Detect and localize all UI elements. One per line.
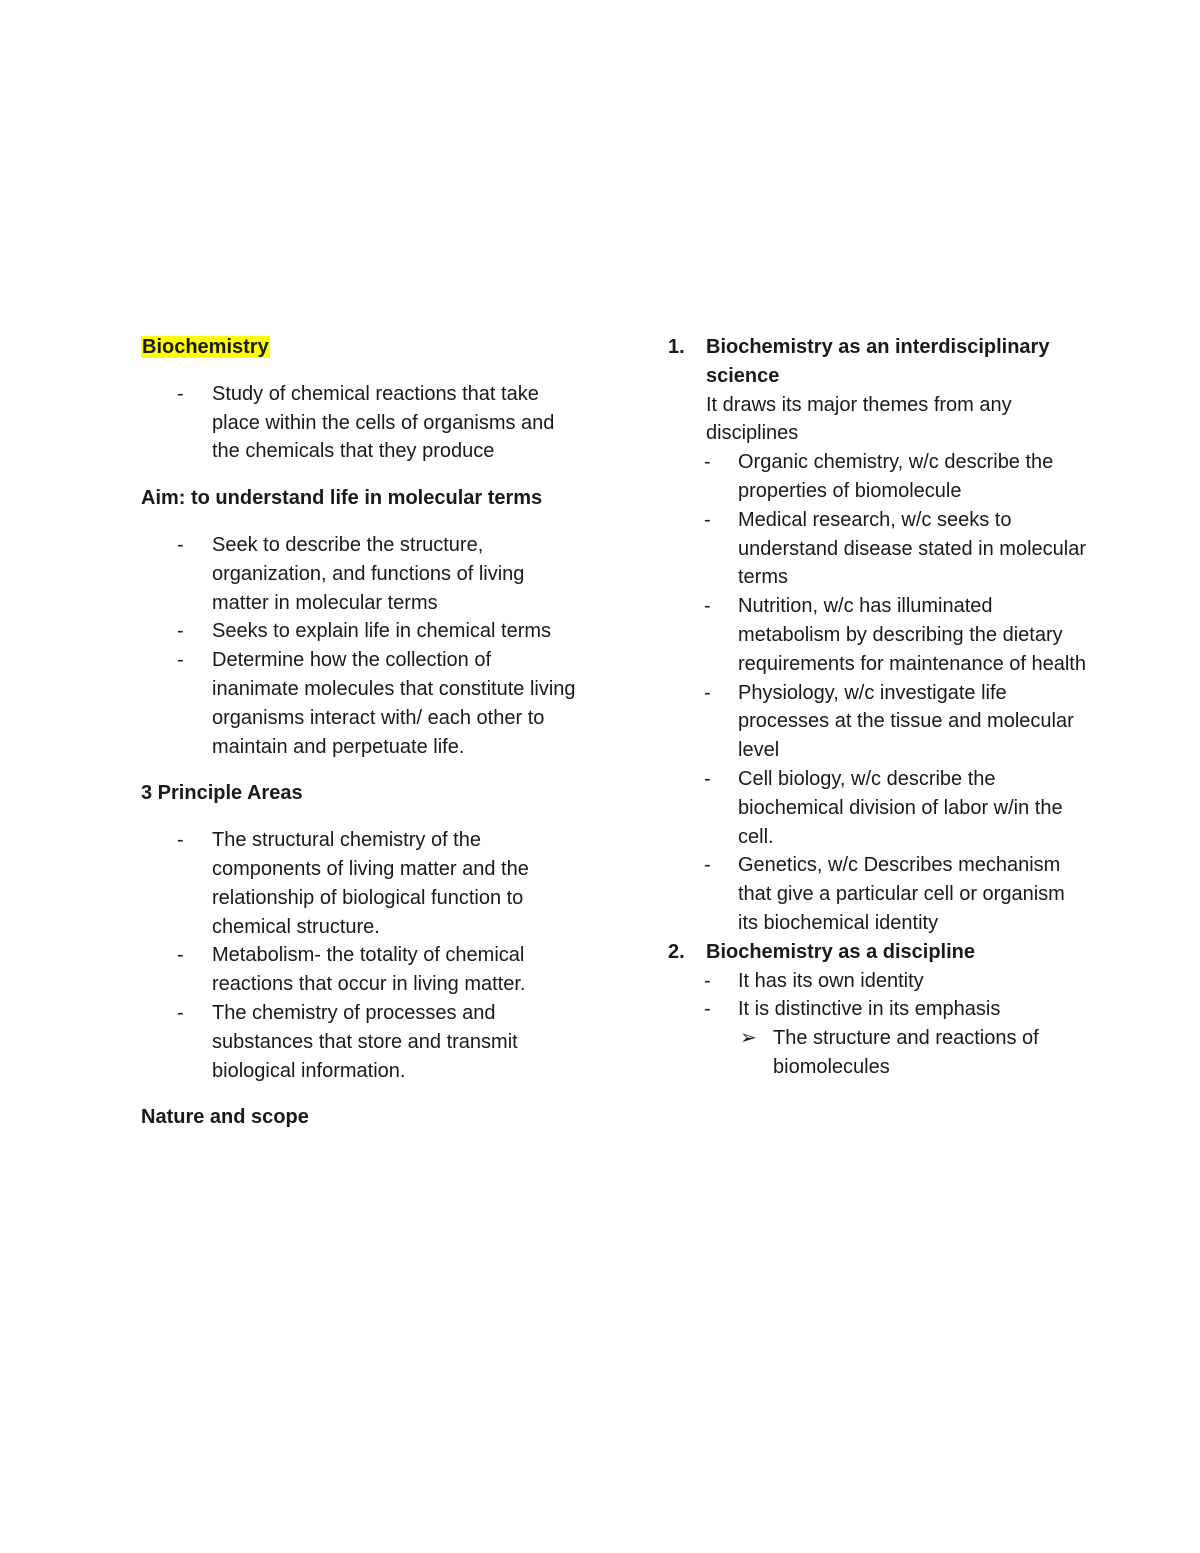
section-number: 1. bbox=[668, 336, 685, 358]
areas-list bbox=[141, 826, 581, 1085]
definition-list bbox=[141, 380, 581, 466]
arrow-bullet-icon: ➢ bbox=[740, 1027, 757, 1050]
list-item: - It is distinctive in its emphasis bbox=[668, 995, 1088, 1024]
list-item: - Cell biology, w/c describe the biochemical division of labor w/in the cell. bbox=[668, 765, 1088, 851]
areas-heading: 3 Principle Areas bbox=[141, 782, 303, 805]
list-item: - The structural chemistry of the components of living matter and the relationship of biological function to chemical structure. bbox=[141, 826, 581, 941]
emphasis-list bbox=[668, 1024, 1088, 1082]
list-item: - Seeks to explain life in chemical terms bbox=[141, 617, 581, 646]
aim-list bbox=[141, 531, 581, 761]
nature-heading: Nature and scope bbox=[141, 1106, 309, 1129]
left-column bbox=[141, 333, 581, 1132]
list-item: - Organic chemistry, w/c describe the properties of biomolecule bbox=[668, 448, 1088, 506]
disciplines-list bbox=[668, 448, 1088, 938]
section-interdisciplinary bbox=[668, 333, 1088, 448]
list-item: - Determine how the collection of inanimate molecules that constitute living organisms interact with/ each other to maintain and perpetuate life. bbox=[141, 646, 581, 761]
biochemistry-title bbox=[141, 333, 581, 362]
aim-heading: Aim: to understand life in molecular terms bbox=[141, 487, 543, 510]
list-item: - The chemistry of processes and substances that store and transmit biological information. bbox=[141, 999, 581, 1085]
list-item: - Study of chemical reactions that take place within the cells of organisms and the chemicals that they produce bbox=[141, 380, 581, 466]
list-item: - Metabolism- the totality of chemical reactions that occur in living matter. bbox=[141, 941, 581, 999]
list-item: - Physiology, w/c investigate life processes at the tissue and molecular level bbox=[668, 679, 1088, 765]
list-item-text: The structure and reactions of biomolecules bbox=[773, 1027, 1039, 1078]
section-number: 2. bbox=[668, 940, 685, 963]
highlighted-title: Biochemistry bbox=[142, 336, 269, 358]
discipline-list bbox=[668, 967, 1088, 1025]
right-column bbox=[668, 333, 1088, 1082]
list-item: - Seek to describe the structure, organization, and functions of living matter in molecular terms bbox=[141, 531, 581, 617]
list-item: - It has its own identity bbox=[668, 967, 1088, 996]
list-item: - Genetics, w/c Describes mechanism that give a particular cell or organism its biochemical identity bbox=[668, 851, 1088, 937]
list-item bbox=[668, 1024, 1088, 1082]
list-item: - Medical research, w/c seeks to understand disease stated in molecular terms bbox=[668, 506, 1088, 592]
section-title: Biochemistry as an interdisciplinary science bbox=[706, 336, 1050, 387]
list-item: - Nutrition, w/c has illuminated metabolism by describing the dietary requirements for maintenance of health bbox=[668, 592, 1088, 678]
section-intro: It draws its major themes from any disciplines bbox=[706, 393, 1012, 445]
section-title: Biochemistry as a discipline bbox=[706, 940, 975, 963]
section-discipline bbox=[668, 938, 1088, 967]
